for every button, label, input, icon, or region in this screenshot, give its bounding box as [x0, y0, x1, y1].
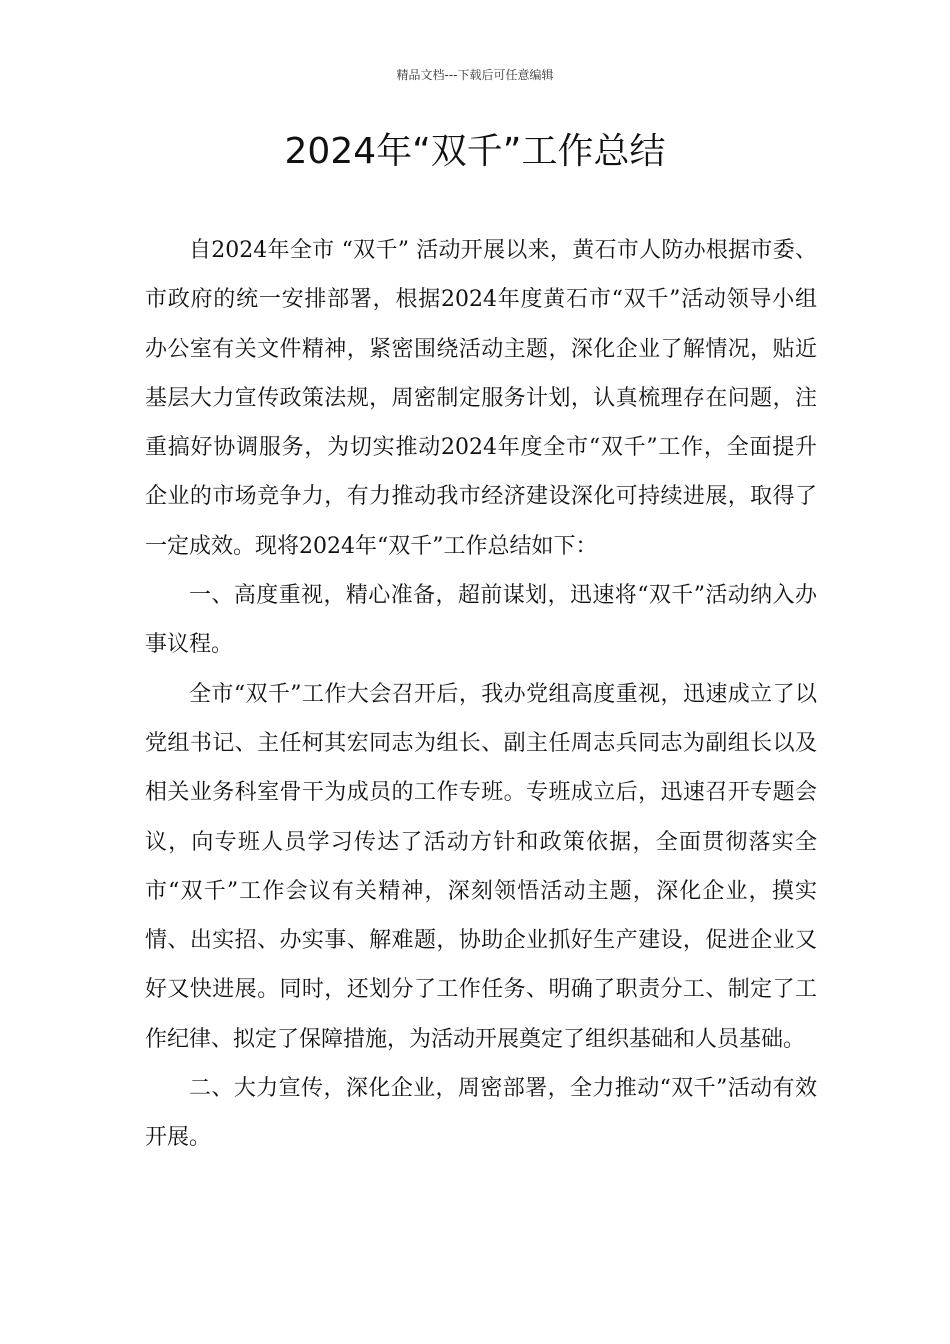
header-note: 精品文档---下载后可任意编辑 [396, 68, 554, 82]
section-heading-2: 二、大力宣传，深化企业，周密部署，全力推动“双千”活动有效开展。 [145, 1076, 817, 1151]
intro-paragraph: 自2024年全市 “双千” 活动开展以来，黄石市人防办根据市委、市政府的统一安排部署，根据2024年度黄石市“双千”活动领导小组办公室有关文件精神，紧密围绕活动主题，深化企业了解情况，贴近基层大力宣传政策法规，周密制定服务计划，认真梳理存在问题，注重搞好协调服务，为切实推动2024年度全市“双千”工作，全面提升企业的市场竞争力，有力推动我市经济建设深化可持续进展，取得了一定成效。现将2024年“双千”工作总结如下： [145, 238, 818, 559]
section-1-paragraph: 全市“双千”工作大会召开后，我办党组高度重视，迅速成立了以党组书记、主任柯其宏同志为组长、副主任周志兵同志为副组长以及相关业务科室骨干为成员的工作专班。专班成立后，迅速召开专题会议，向专班人员学习传达了活动方针和政策依据，全面贯彻落实全市“双千”工作会议有关精神，深刻领悟活动主题，深化企业，摸实情、出实招、办实事、解难题，协助企业抓好生产建设，促进企业又好又快进展。同时，还划分了工作任务、明确了职责分工、制定了工作纪律、拟定了保障措施，为活动开展奠定了组织基础和人员基础。 [145, 681, 817, 1052]
section-heading-1: 一、高度重视，精心准备，超前谋划，迅速将“双千”活动纳入办事议程。 [145, 583, 817, 658]
document-body [145, 226, 817, 1163]
document-title: 2024年“双千”工作总结 [284, 131, 666, 172]
